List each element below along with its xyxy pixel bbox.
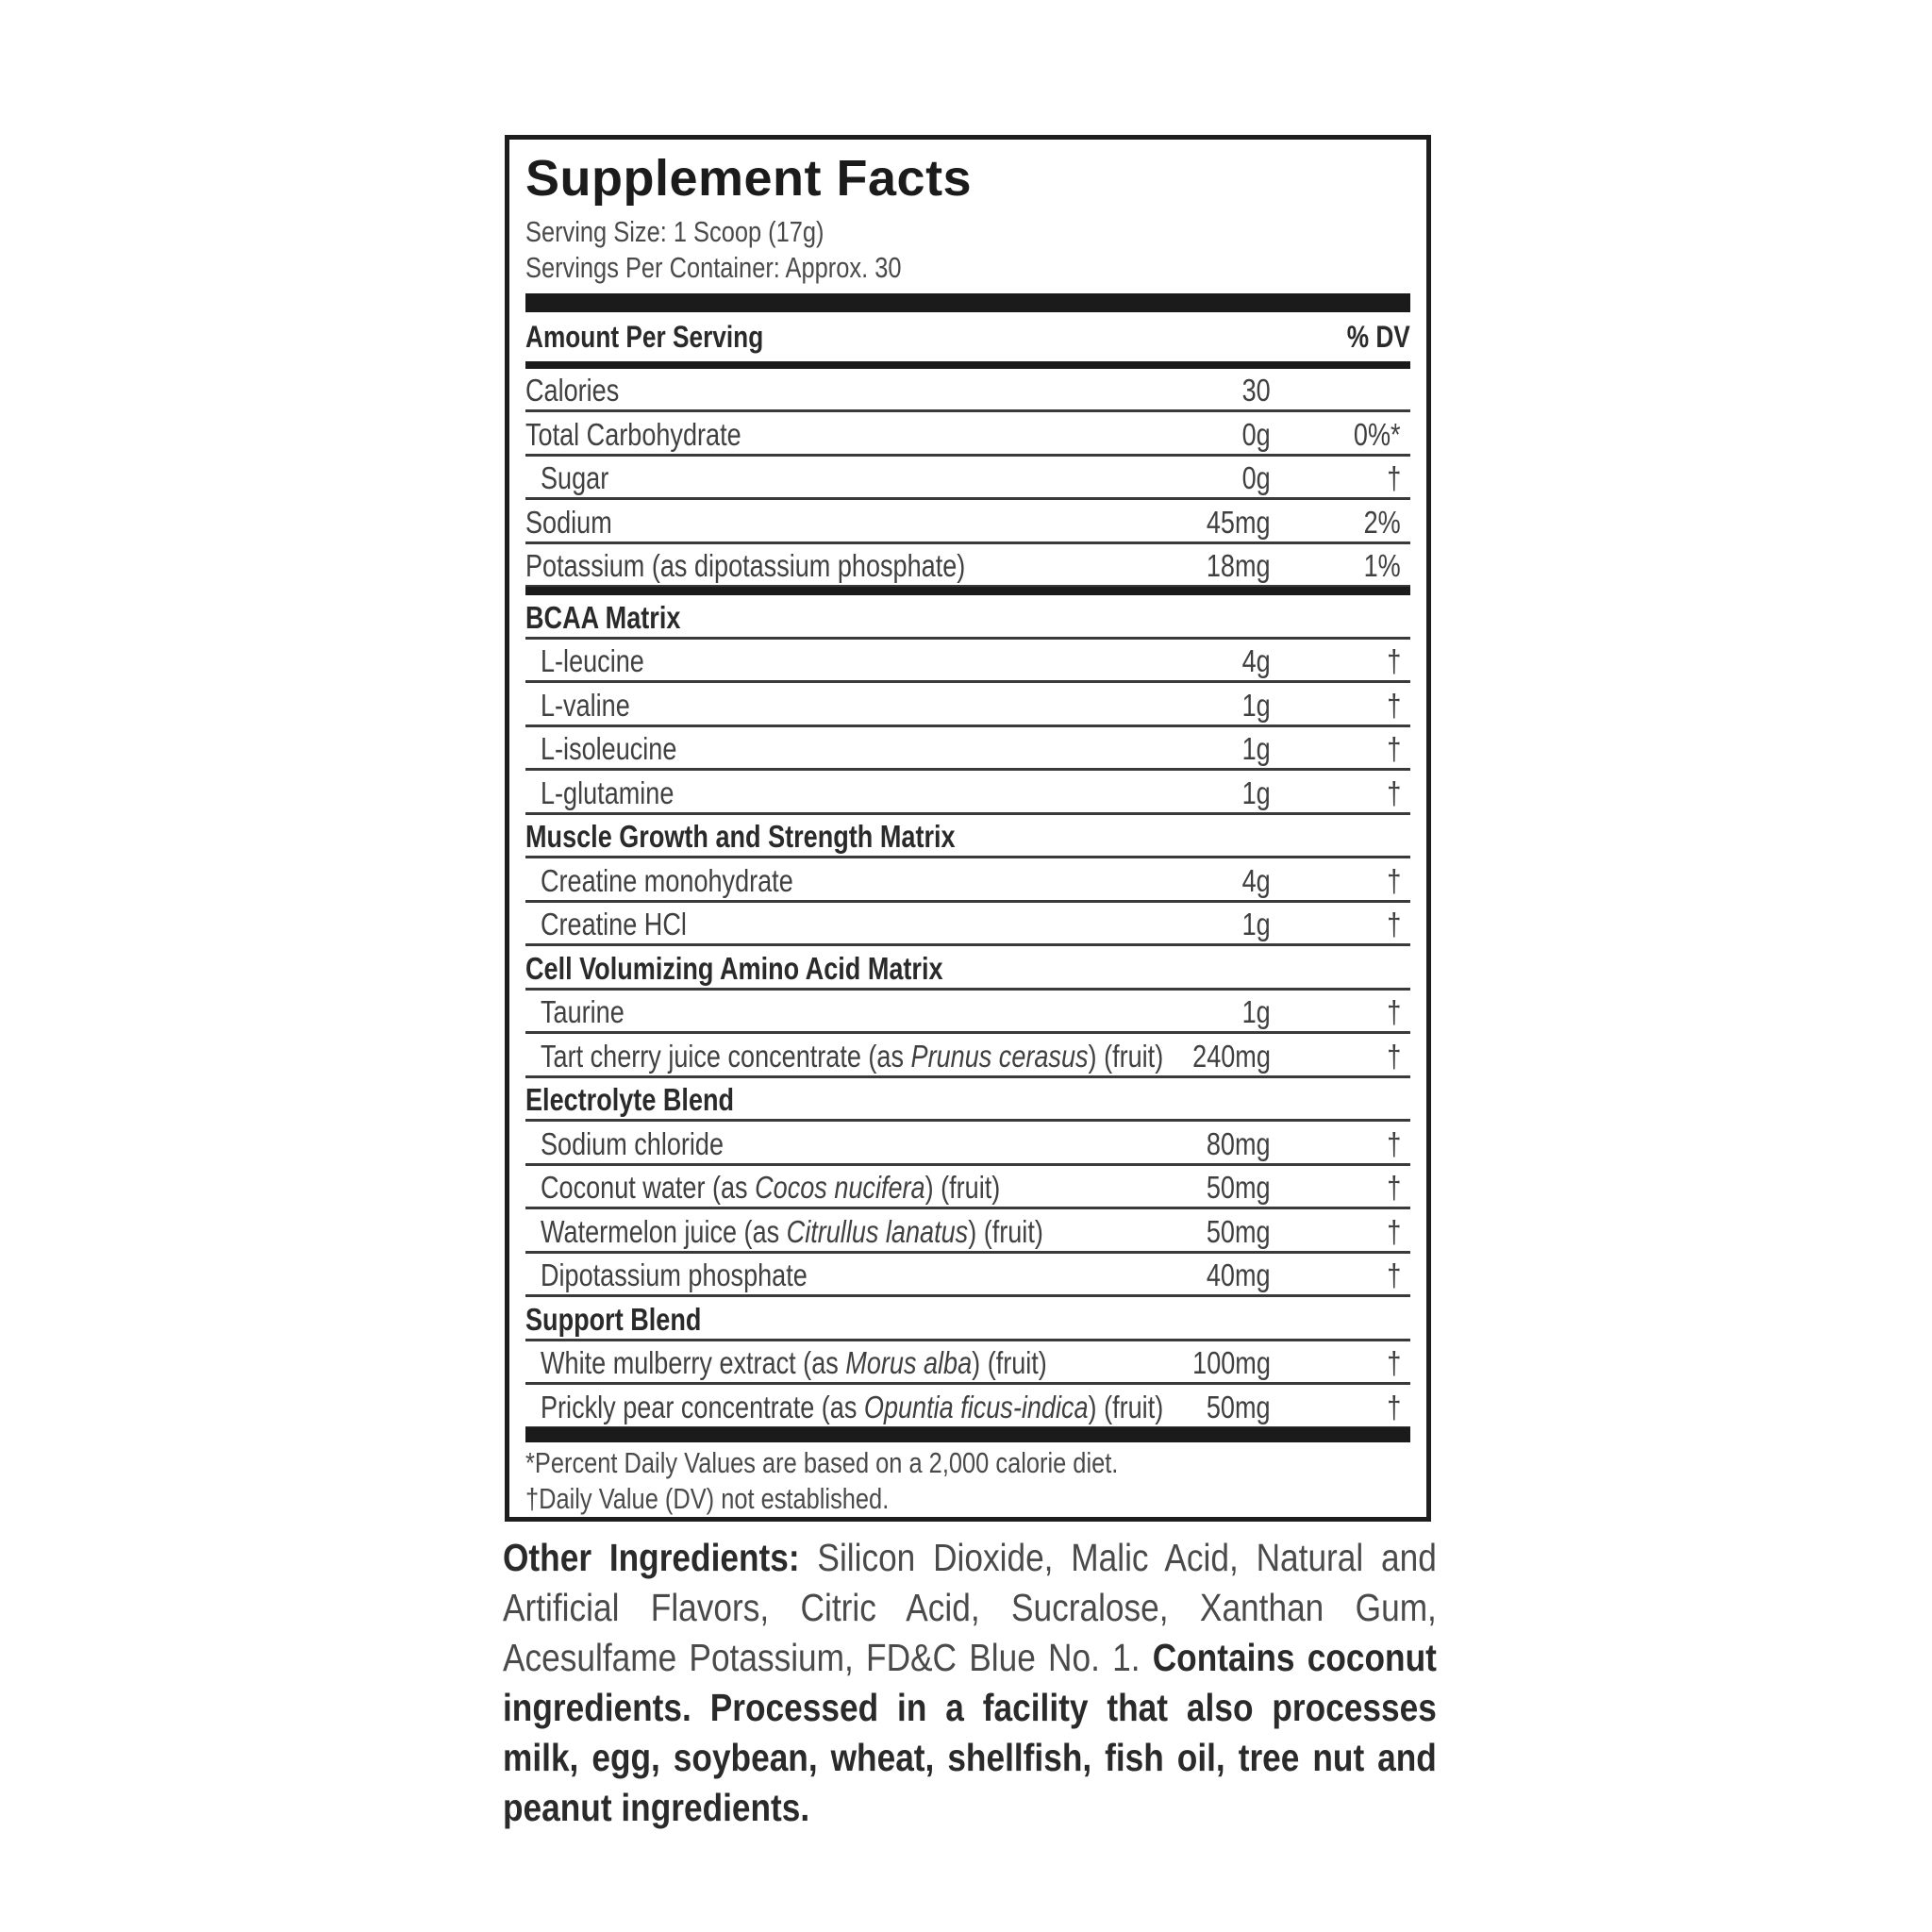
nutrient-name: Taurine	[541, 994, 625, 1029]
nutrient-amount: 0g	[1241, 416, 1271, 452]
nutrient-name-part: ) (fruit)	[972, 1345, 1047, 1380]
nutrient-name-part: White mulberry extract (as	[541, 1345, 846, 1380]
nutrient-row	[525, 772, 1410, 815]
nutrient-dv: †	[1386, 1213, 1401, 1249]
nutrient-name	[541, 1390, 1163, 1425]
nutrient-row	[525, 640, 1410, 683]
nutrient-name	[541, 1345, 1047, 1381]
nutrient-amount: 100mg	[1192, 1345, 1271, 1380]
footnote-dagger: †Daily Value (DV) not established.	[525, 1482, 890, 1515]
nutrient-dv: †	[1386, 1170, 1401, 1205]
nutrient-amount: 1g	[1241, 687, 1271, 723]
nutrient-row	[525, 1386, 1410, 1429]
nutrient-name: Dipotassium phosphate	[541, 1257, 808, 1292]
nutrient-amount: 1g	[1241, 774, 1271, 810]
botanical-name: Citrullus lanatus	[786, 1213, 969, 1249]
nutrient-amount: 1g	[1241, 731, 1271, 766]
nutrient-name-part: ) (fruit)	[968, 1213, 1043, 1249]
nutrient-amount: 18mg	[1207, 548, 1271, 583]
nutrient-dv: 0%*	[1354, 416, 1401, 452]
nutrient-dv: †	[1386, 1038, 1401, 1074]
nutrient-row	[525, 859, 1410, 903]
dv-header-label: % DV	[1346, 320, 1410, 354]
nutrient-name: Total Carbohydrate	[525, 416, 741, 452]
nutrient-dv: †	[1386, 907, 1401, 941]
nutrient-dv: †	[1386, 1345, 1401, 1380]
nutrient-dv: †	[1386, 460, 1401, 495]
group-title: Electrolyte Blend	[525, 1082, 735, 1117]
nutrient-dv: †	[1386, 1257, 1401, 1292]
nutrient-row	[525, 544, 1410, 588]
botanical-name: Morus alba	[845, 1345, 973, 1380]
nutrient-amount: 4g	[1241, 862, 1271, 898]
nutrient-name	[541, 1170, 1000, 1206]
nutrient-name-part: Coconut water (as	[541, 1170, 756, 1205]
group-heading	[525, 596, 1410, 640]
nutrient-dv: †	[1386, 774, 1401, 810]
supplement-facts-panel	[505, 135, 1431, 1522]
nutrient-row	[525, 501, 1410, 544]
nutrient-name: Potassium (as dipotassium phosphate)	[525, 548, 966, 583]
serving-size: Serving Size: 1 Scoop (17g)	[525, 215, 824, 248]
nutrient-amount: 40mg	[1207, 1257, 1271, 1292]
group-heading	[525, 1078, 1410, 1122]
nutrient-row	[525, 1254, 1410, 1297]
nutrient-row	[525, 991, 1410, 1034]
amount-header	[525, 312, 1410, 361]
nutrient-amount: 50mg	[1207, 1389, 1271, 1424]
nutrient-name-part: ) (fruit)	[1088, 1389, 1164, 1424]
nutrient-amount: 30	[1241, 373, 1271, 408]
nutrient-dv: †	[1386, 1125, 1401, 1161]
nutrient-amount: 1g	[1241, 994, 1271, 1029]
allergen-statement: Contains coconut ingredients. Processed in a facility that also processes milk, egg, soybean, wheat, shellfish, fish oil, tree nut and peanut ingredients.	[503, 1636, 1437, 1829]
nutrient-name-part: ) (fruit)	[1088, 1038, 1164, 1074]
medium-divider	[525, 587, 1410, 595]
nutrient-row	[525, 457, 1410, 500]
nutrient-row	[525, 1210, 1410, 1254]
nutrient-amount: 45mg	[1207, 504, 1271, 540]
nutrient-amount: 1g	[1241, 907, 1271, 941]
nutrient-name-part: Prickly pear concentrate (as	[541, 1389, 864, 1424]
nutrient-row	[525, 1341, 1410, 1385]
nutrient-amount: 0g	[1241, 460, 1271, 495]
nutrient-row	[525, 369, 1410, 412]
nutrient-name-part: Tart cherry juice concentrate (as	[541, 1038, 911, 1074]
nutrient-amount: 80mg	[1207, 1125, 1271, 1161]
group-heading	[525, 1298, 1410, 1341]
other-ingredients-label: Other Ingredients:	[503, 1536, 800, 1579]
group-title: Muscle Growth and Strength Matrix	[525, 819, 956, 854]
nutrient-dv: †	[1386, 687, 1401, 723]
group-title: Cell Volumizing Amino Acid Matrix	[525, 950, 943, 986]
nutrient-dv: †	[1386, 994, 1401, 1029]
nutrient-dv: †	[1386, 1389, 1401, 1424]
nutrient-dv: 2%	[1363, 504, 1401, 540]
nutrient-name: Sodium chloride	[541, 1125, 724, 1161]
botanical-name: Cocos nucifera	[755, 1170, 925, 1205]
thick-divider	[525, 293, 1410, 312]
nutrient-row	[525, 684, 1410, 727]
servings-per-container: Servings Per Container: Approx. 30	[525, 251, 902, 284]
nutrient-name: L-leucine	[541, 643, 644, 678]
nutrient-name-part: ) (fruit)	[924, 1170, 1001, 1205]
supplement-facts-content	[525, 140, 1410, 1517]
footnote-percent: *Percent Daily Values are based on a 2,000 calorie diet.	[525, 1446, 1119, 1479]
facts-title: Supplement Facts	[525, 150, 973, 207]
nutrient-amount: 4g	[1241, 643, 1271, 678]
nutrient-name: Sodium	[525, 504, 612, 540]
nutrient-row	[525, 903, 1410, 946]
nutrient-dv: †	[1386, 731, 1401, 766]
nutrient-dv: 1%	[1363, 548, 1401, 583]
nutrient-amount: 50mg	[1207, 1170, 1271, 1205]
nutrient-dv: †	[1386, 643, 1401, 678]
nutrient-amount: 240mg	[1192, 1038, 1271, 1074]
nutrient-row	[525, 413, 1410, 457]
nutrient-row	[525, 727, 1410, 771]
nutrient-name: Calories	[525, 373, 620, 408]
other-ingredients-text: Silicon Dioxide, Malic Acid, Natural and Artificial Flavors, Citric Acid, Sucralose, Xanthan Gum, Acesulfame Potassium, FD&C Blue No. 1.	[503, 1536, 1437, 1679]
medium-divider	[525, 361, 1410, 369]
amount-per-serving-label: Amount Per Serving	[525, 320, 764, 354]
nutrient-name	[541, 1039, 1163, 1074]
group-title: BCAA Matrix	[525, 599, 681, 635]
nutrient-row	[525, 1166, 1410, 1209]
nutrient-name-part: Watermelon juice (as	[541, 1213, 787, 1249]
other-ingredients	[503, 1533, 1437, 1833]
nutrient-name	[541, 1214, 1043, 1250]
nutrient-row	[525, 1035, 1410, 1078]
group-title: Support Blend	[525, 1301, 702, 1337]
group-heading	[525, 947, 1410, 991]
nutrient-amount: 50mg	[1207, 1213, 1271, 1249]
nutrient-dv: †	[1386, 862, 1401, 898]
botanical-name: Prunus cerasus	[910, 1038, 1089, 1074]
nutrient-name: Sugar	[541, 460, 609, 495]
group-heading	[525, 815, 1410, 858]
nutrient-name: Creatine HCl	[541, 907, 687, 941]
nutrient-name: L-valine	[541, 687, 630, 723]
nutrient-name: Creatine monohydrate	[541, 862, 793, 898]
botanical-name: Opuntia ficus-indica	[863, 1389, 1089, 1424]
nutrient-name: L-glutamine	[541, 774, 675, 810]
thick-divider	[525, 1427, 1410, 1442]
nutrient-name: L-isoleucine	[541, 731, 677, 766]
nutrient-row	[525, 1123, 1410, 1166]
